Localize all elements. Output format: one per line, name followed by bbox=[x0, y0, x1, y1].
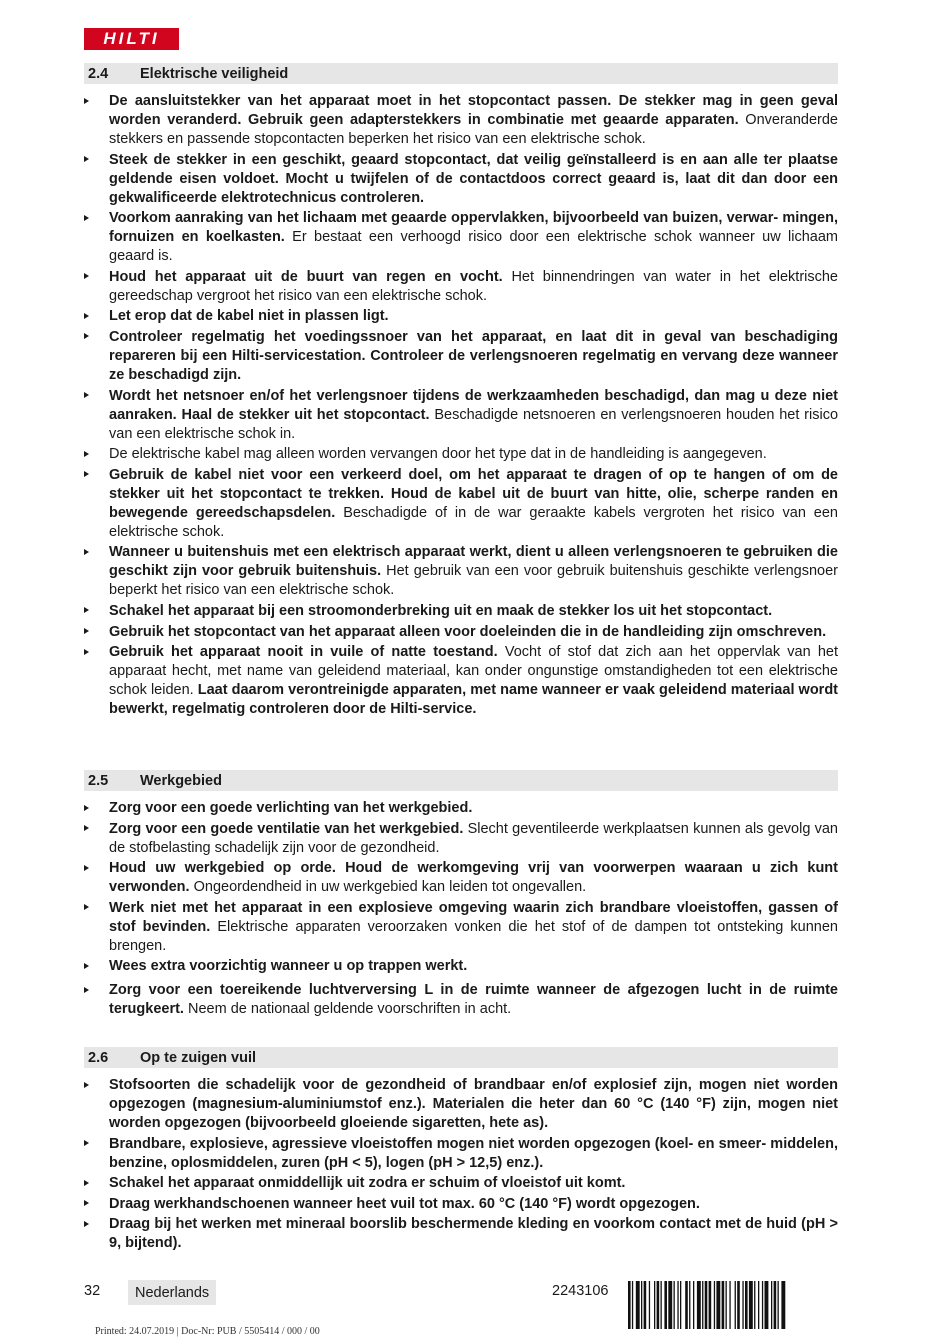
section-vacuumed-dirt bbox=[84, 1047, 838, 1255]
bullet-triangle-icon bbox=[84, 451, 89, 457]
list-item: Gebruik het apparaat nooit in vuile of natte toestand. Vocht of stof dat zich aan het oppervlak van het apparaat hecht, met name van geleidend materiaal, kan onder ongunstige omstandigheden tot een elektrische schok leiden. Laat daarom verontreinigde apparaten, met name wanneer er vaak geleidend materiaal wordt bewerkt, regelmatig controleren door de Hilti-service. bbox=[84, 643, 838, 719]
bullet-triangle-icon bbox=[84, 313, 89, 319]
list-item: Voorkom aanraking van het lichaam met geaarde oppervlakken, bijvoorbeeld van buizen, verwar- mingen, fornuizen en koelkasten. Er bestaat een verhoogd risico door een elektrische schok wanneer uw lichaam geaard is. bbox=[84, 209, 838, 266]
barcode-icon bbox=[628, 1281, 836, 1329]
bullet-triangle-icon bbox=[84, 98, 89, 104]
bullet-triangle-icon bbox=[84, 156, 89, 162]
list-item: Gebruik het stopcontact van het apparaat alleen voor doeleinden die in de handleiding zijn omschreven. bbox=[84, 623, 838, 642]
bullet-triangle-icon bbox=[84, 333, 89, 339]
bullet-triangle-icon bbox=[84, 1200, 89, 1206]
section-number: 2.6 bbox=[88, 1049, 109, 1066]
list-item: Wanneer u buitenshuis met een elektrisch apparaat werkt, dient u alleen verlengsnoeren te gebruiken die geschikt zijn voor gebruik buitenshuis. Het gebruik van een voor gebruik buitenshuis geschikte verlengsnoer beperkt het risico van een elektrische schok. bbox=[84, 543, 838, 600]
list-item: Houd uw werkgebied op orde. Houd de werkomgeving vrij van voorwerpen waaraan u zich kunt verwonden. Ongeordendheid in uw werkgebied kan leiden tot ongevallen. bbox=[84, 859, 838, 897]
bullet-triangle-icon bbox=[84, 805, 89, 811]
list-item: Houd het apparaat uit de buurt van regen en vocht. Het binnendringen van water in het elektrische gereedschap vergroot het risico van een elektrische schok. bbox=[84, 268, 838, 306]
bullet-triangle-icon bbox=[84, 471, 89, 477]
dirt-list bbox=[84, 1076, 838, 1253]
list-item: Draag bij het werken met mineraal boorslib beschermende kleding en voorkom contact met de huid (pH > 9, bijtend). bbox=[84, 1215, 838, 1253]
work-area-list bbox=[84, 799, 838, 1019]
section-heading bbox=[84, 1047, 838, 1068]
section-electrical-safety bbox=[84, 63, 838, 721]
page-number: 32 bbox=[84, 1283, 101, 1299]
list-item: Zorg voor een toereikende luchtverversing L in de ruimte wanneer de afgezogen lucht in de ruimte terugkeert. Neem de nationaal geldende voorschriften in acht. bbox=[84, 981, 838, 1019]
list-item: Let erop dat de kabel niet in plassen ligt. bbox=[84, 307, 838, 326]
list-item: De elektrische kabel mag alleen worden vervangen door het type dat in de handleiding is aangegeven. bbox=[84, 445, 838, 464]
section-title: Op te zuigen vuil bbox=[140, 1049, 257, 1066]
document-number: 2243106 bbox=[552, 1283, 609, 1299]
section-number: 2.4 bbox=[88, 65, 109, 82]
safety-list bbox=[84, 92, 838, 719]
section-number: 2.5 bbox=[88, 772, 109, 789]
section-heading bbox=[84, 770, 838, 791]
section-heading bbox=[84, 63, 838, 84]
list-item: Draag werkhandschoenen wanneer heet vuil tot max. 60 °C (140 °F) wordt opgezogen. bbox=[84, 1195, 838, 1214]
section-title: Elektrische veiligheid bbox=[140, 65, 289, 82]
list-item: Steek de stekker in een geschikt, geaard stopcontact, dat veilig geïnstalleerd is en aan alle ter plaatse geldende eisen voldoet. Mocht u twijfelen of de contactdoos correct geaard is, laat dit dan door een gekwalificeerde elektrotechnicus controleren. bbox=[84, 151, 838, 208]
bullet-triangle-icon bbox=[84, 549, 89, 555]
section-title: Werkgebied bbox=[140, 772, 222, 789]
language-label: Nederlands bbox=[128, 1280, 216, 1305]
list-item: Zorg voor een goede verlichting van het werkgebied. bbox=[84, 799, 838, 818]
bullet-triangle-icon bbox=[84, 963, 89, 969]
list-item: Gebruik de kabel niet voor een verkeerd doel, om het apparaat te dragen of op te hangen of om de stekker uit het stopcontact te trekken. Houd de kabel uit de buurt van hitte, olie, scherpe randen en bewegende gereedschapsdelen. Beschadigde of in de war geraakte kabels vergroten het risico van een elektrische schok. bbox=[84, 466, 838, 542]
bullet-triangle-icon bbox=[84, 273, 89, 279]
bullet-triangle-icon bbox=[84, 825, 89, 831]
list-item: Wees extra voorzichtig wanneer u op trappen werkt. bbox=[84, 957, 838, 976]
bullet-triangle-icon bbox=[84, 1221, 89, 1227]
bullet-triangle-icon bbox=[84, 1082, 89, 1088]
list-item: Wordt het netsnoer en/of het verlengsnoer tijdens de werkzaamheden beschadigd, dan mag u deze niet aanraken. Haal de stekker uit het stopcontact. Beschadigde netsnoeren en verlengsnoeren houden het risico van een elektrische schok in. bbox=[84, 387, 838, 444]
bullet-triangle-icon bbox=[84, 607, 89, 613]
bullet-triangle-icon bbox=[84, 1180, 89, 1186]
bullet-triangle-icon bbox=[84, 649, 89, 655]
bullet-triangle-icon bbox=[84, 865, 89, 871]
list-item: Werk niet met het apparaat in een explosieve omgeving waarin zich brandbare vloeistoffen, gassen of stof bevinden. Elektrische apparaten veroorzaken vonken die het stof of de dampen tot ontsteking kunnen brengen. bbox=[84, 899, 838, 956]
hilti-logo: HILTI bbox=[84, 28, 179, 50]
bullet-triangle-icon bbox=[84, 1140, 89, 1146]
list-item: Brandbare, explosieve, agressieve vloeistoffen mogen niet worden opgezogen (koel- en smeer- middelen, benzine, oplosmiddelen, zuren (pH < 5), logen (pH > 12,5) enz.). bbox=[84, 1135, 838, 1173]
bullet-triangle-icon bbox=[84, 987, 89, 993]
bullet-triangle-icon bbox=[84, 904, 89, 910]
list-item: De aansluitstekker van het apparaat moet in het stopcontact passen. De stekker mag in geen geval worden veranderd. Gebruik geen adapterstekkers in combinatie met geaarde apparaten. Onveranderde stekkers en passende stopcontacten beperken het risico van een elektrische schok. bbox=[84, 92, 838, 149]
bullet-triangle-icon bbox=[84, 392, 89, 398]
list-item: Zorg voor een goede ventilatie van het werkgebied. Slecht geventileerde werkplaatsen kunnen als gevolg van de stofbelasting schadelijk zijn voor de gezondheid. bbox=[84, 820, 838, 858]
section-work-area bbox=[84, 770, 838, 1021]
list-item: Schakel het apparaat onmiddellijk uit zodra er schuim of vloeistof uit komt. bbox=[84, 1174, 838, 1193]
print-info: Printed: 24.07.2019 | Doc-Nr: PUB / 5505414 / 000 / 00 bbox=[95, 1326, 320, 1337]
list-item: Schakel het apparaat bij een stroomonderbreking uit en maak de stekker los uit het stopcontact. bbox=[84, 602, 838, 621]
bullet-triangle-icon bbox=[84, 215, 89, 221]
bullet-triangle-icon bbox=[84, 628, 89, 634]
list-item: Stofsoorten die schadelijk voor de gezondheid of brandbaar en/of explosief zijn, mogen niet worden opgezogen (magnesium-aluminiumstof enz.). Materialen die heter dan 60 °C (140 °F) zijn, mogen niet worden opgezogen (bijvoorbeeld gloeiende sigaretten, hete as). bbox=[84, 1076, 838, 1133]
list-item: Controleer regelmatig het voedingssnoer van het apparaat, en laat dit in geval van beschadiging repareren bij een Hilti-servicestation. Controleer de verlengsnoeren regelmatig en vervang deze wanneer ze beschadigd zijn. bbox=[84, 328, 838, 385]
